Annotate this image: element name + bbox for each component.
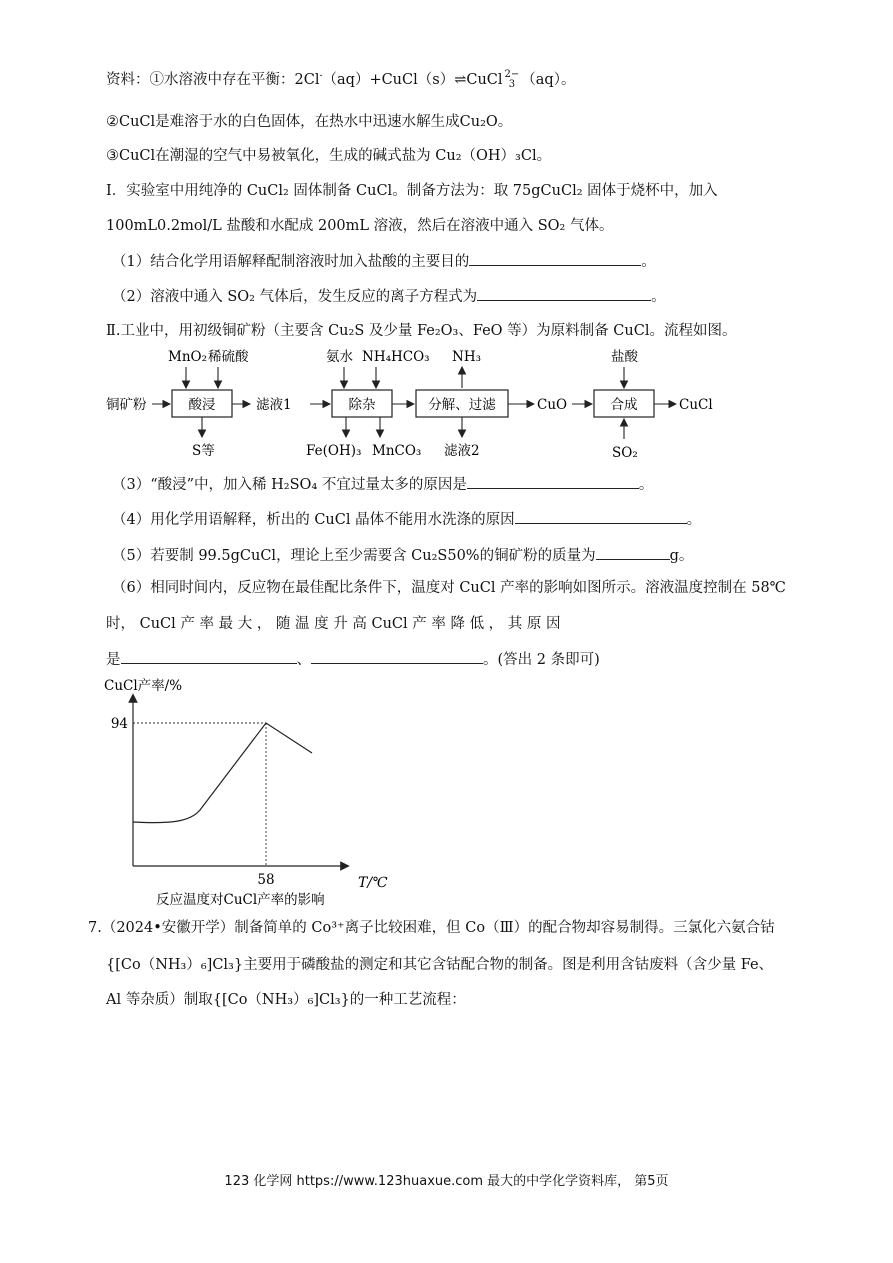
flow-filtrate-1: 滤液1 xyxy=(256,397,292,413)
flow-output-mnco3: MnCO₃ xyxy=(372,443,422,459)
answer-blank-6b[interactable] xyxy=(311,649,483,664)
question-6-line-1: （6）相同时间内，反应物在最佳配比条件下，温度对 CuCl 产率的影响如图所示。溶液温度控制在 58℃ xyxy=(112,580,786,596)
answer-blank-2[interactable] xyxy=(477,286,651,301)
part1-line-2: 100mL0.2mol/L 盐酸和水配成 200mL 溶液，然后在溶液中通入 SO₂ 气体。 xyxy=(106,218,614,234)
info-line-2: ②CuCl是难溶于水的白色固体，在热水中迅速水解生成Cu₂O。 xyxy=(106,114,513,130)
flow-input-ammonia: 氨水 xyxy=(326,349,353,365)
flow-input-hcl: 盐酸 xyxy=(611,349,638,365)
answer-blank-1[interactable] xyxy=(469,251,641,266)
flow-box-acid-leach-label: 酸浸 xyxy=(188,397,216,413)
chart-xlabel: T/℃ xyxy=(358,875,388,891)
flow-input-nh4hco3: NH₄HCO₃ xyxy=(362,349,430,365)
page-footer: 123 化学网 https://www.123huaxue.com 最大的中学化学资料库， 第5页 xyxy=(224,1174,669,1189)
flow-product-cucl: CuCl xyxy=(679,397,713,413)
flow-box-decompose-label: 分解、过滤 xyxy=(428,397,496,413)
answer-blank-6a[interactable] xyxy=(121,649,297,664)
part1-line-1: Ⅰ．实验室中用纯净的 CuCl₂ 固体制备 CuCl。制备方法为：取 75gCuCl₂ 固体于烧杯中，加入 xyxy=(106,183,718,199)
chart-xtick-58: 58 xyxy=(257,872,275,888)
chart-ytick-94: 94 xyxy=(110,716,128,732)
flow-box-purify-label: 除杂 xyxy=(348,397,376,413)
chart-yield-curve xyxy=(133,723,312,823)
part2-intro: Ⅱ.工业中，用初级铜矿粉（主要含 Cu₂S 及少量 Fe₂O₃、FeO 等）为原料制备 CuCl。流程如图。 xyxy=(106,323,737,339)
flow-input-mno2: MnO₂ xyxy=(168,349,207,365)
flow-output-feoh3: Fe(OH)₃ xyxy=(306,443,362,459)
question-7-line-3: Al 等杂质）制取{[Co（NH₃）₆]Cl₃}的一种工艺流程： xyxy=(106,992,466,1008)
chart-title: 反应温度对CuCl产率的影响 xyxy=(156,892,325,908)
flow-cuo: CuO xyxy=(537,397,568,413)
question-5: （5）若要制 99.5gCuCl，理论上至少需要含 Cu₂S50%的铜矿粉的质量为 g。 xyxy=(112,545,693,566)
answer-blank-3[interactable] xyxy=(467,474,639,489)
question-6-line-3: 是 、 。(答出 2 条即可) xyxy=(106,649,600,670)
question-2: （2）溶液中通入 SO₂ 气体后，发生反应的离子方程式为 。 xyxy=(112,286,666,307)
process-flow-diagram xyxy=(100,345,740,473)
question-7-line-2: {[Co（NH₃）₆]Cl₃}主要用于磷酸盐的测定和其它含钴配合物的制备。图是利用含钴废料（含少量 Fe、 xyxy=(106,957,774,973)
info-line-3: ③CuCl在潮湿的空气中易被氧化，生成的碱式盐为 Cu₂（OH）₃Cl。 xyxy=(106,148,552,164)
flow-input-so2: SO₂ xyxy=(612,445,638,461)
flow-gas-nh3: NH₃ xyxy=(452,349,481,365)
question-4: （4）用化学用语解释，析出的 CuCl 晶体不能用水洗涤的原因 。 xyxy=(112,509,701,530)
question-1: （1）结合化学用语解释配制溶液时加入盐酸的主要目的 。 xyxy=(112,251,656,272)
info-line-1: 资料：①水溶液中存在平衡：2Cl-（aq）+CuCl（s）⇌CuCl 2− 3 （aq）。 xyxy=(106,68,576,90)
question-7-line-1: 7.（2024•安徽开学）制备简单的 Co³⁺离子比较困难，但 Co（Ⅲ）的配合物却容易制得。三氯化六氨合钴 xyxy=(88,920,775,936)
question-6-line-2: 时， CuCl 产 率 最 大 ， 随 温 度 升 高 CuCl 产 率 降 低 ， 其 原 因 xyxy=(106,616,561,632)
flow-raw-material: 铜矿粉 xyxy=(106,397,147,413)
question-3: （3）“酸浸”中，加入稀 H₂SO₄ 不宜过量太多的原因是 。 xyxy=(112,474,653,495)
cucl-yield-chart xyxy=(100,672,420,910)
chart-ylabel: CuCl产率/% xyxy=(104,678,183,694)
flow-filtrate-2: 滤液2 xyxy=(444,443,480,459)
answer-blank-5[interactable] xyxy=(596,545,670,560)
flow-input-acid: 稀硫酸 xyxy=(208,349,249,365)
flow-box-synthesis-label: 合成 xyxy=(610,397,638,413)
answer-blank-4[interactable] xyxy=(515,509,687,524)
flow-output-s: S等 xyxy=(192,443,215,459)
